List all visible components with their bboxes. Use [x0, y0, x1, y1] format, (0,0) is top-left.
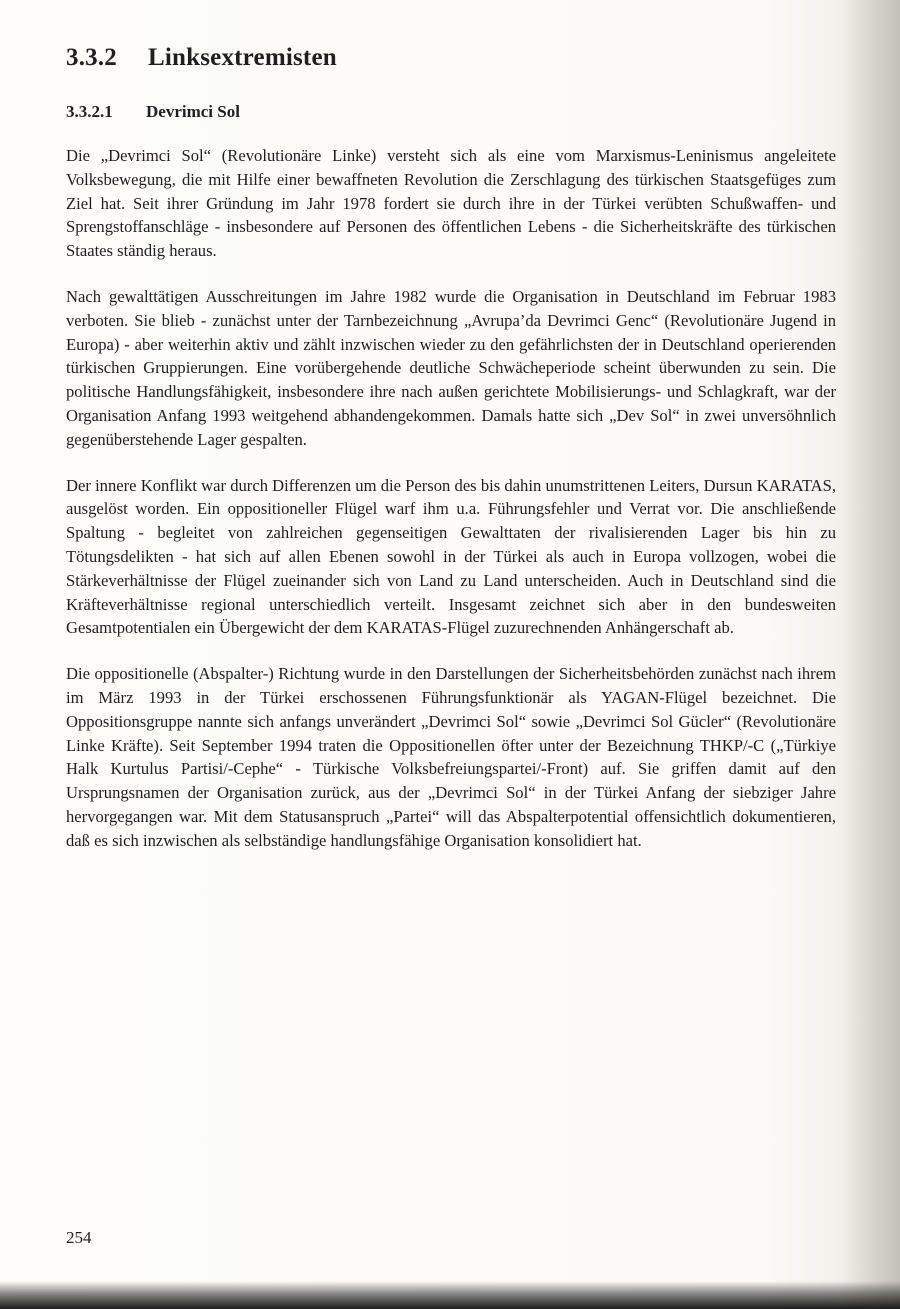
- paragraph-2: Nach gewalttätigen Ausschreitungen im Jahre 1982 wurde die Organisation in Deutschland im Februar 1983 verboten. Sie blieb - zunächst unter der Tarnbezeichnung „Avrupa’da Devrimci Genc“ (Revolutionäre Jugend in Europa) - aber weiterhin aktiv und zählt inzwischen wieder zu den gefährlichsten der in Deutschland operierenden türkischen Gruppierungen. Eine vorübergehende deutliche Schwächeperiode scheint überwunden zu sein. Die politische Handlungsfähigkeit, insbesondere ihre nach außen gerichtete Mobilisierungs- und Schlagkraft, war der Organisation Anfang 1993 weitgehend abhandengekommen. Damals hatte sich „Dev Sol“ in zwei unversöhnlich gegenüberstehende Lager gespalten.: [66, 286, 836, 449]
- section-title: Linksextremisten: [148, 44, 337, 71]
- subsection-heading: [66, 102, 836, 122]
- page-number: 254: [66, 1228, 92, 1247]
- book-spine-shadow: [842, 0, 900, 1309]
- page-content: [66, 44, 836, 875]
- scan-edge-shadow: [0, 1281, 900, 1309]
- subsection-number: 3.3.2.1: [66, 102, 113, 121]
- subsection-title: Devrimci Sol: [146, 102, 240, 121]
- section-heading: [66, 44, 836, 72]
- paragraph-4: Die oppositionelle (Abspalter-) Richtung wurde in den Darstellungen der Sicherheitsbehörden zunächst nach ihrem im März 1993 in der Türkei erschossenen Führungsfunktionär als YAGAN-Flügel bezeichnet. Die Oppositionsgruppe nannte sich anfangs unverändert „Devrimci Sol“ sowie „Devrimci Sol Gücler“ (Revolutionäre Linke Kräfte). Seit September 1994 traten die Oppositionellen öfter unter der Bezeichnung THKP/-C („Türkiye Halk Kurtulus Partisi/-Cephe“ - Türkische Volksbefreiungspartei/-Front) auf. Sie griffen damit auf den Ursprungsnamen der Organisation zurück, aus der „Devrimci Sol“ in der Türkei Anfang der siebziger Jahre hervorgegangen war. Mit dem Statusanspruch „Partei“ will das Abspalterpotential offensichtlich dokumentieren, daß es sich inzwischen als selbständige handlungsfähige Organisation konsolidiert hat.: [66, 664, 836, 850]
- section-number: 3.3.2: [66, 44, 117, 71]
- paragraph-3: Der innere Konflikt war durch Differenzen um die Person des bis dahin unumstrittenen Leiters, Dursun KARATAS, ausgelöst worden. Ein oppositioneller Flügel warf ihm u.a. Führungsfehler und Verrat vor. Die anschließende Spaltung - begleitet von zahlreichen gegenseitigen Gewalttaten der rivalisierenden Lager bis hin zu Tötungsdelikten - hat sich auf allen Ebenen sowohl in der Türkei als auch in Europa vollzogen, wobei die Stärkeverhältnisse der Flügel zueinander sich von Land zu Land unterscheiden. Auch in Deutschland sind die Kräfteverhältnisse regional unterschiedlich verteilt. Insgesamt zeichnet sich aber in den bundesweiten Gesamtpotentialen ein Übergewicht der dem KARATAS-Flügel zuzurechnenden Anhängerschaft ab.: [66, 475, 836, 638]
- paragraph-1: Die „Devrimci Sol“ (Revolutionäre Linke) versteht sich als eine vom Marxismus-Leninismus angeleitete Volksbewegung, die mit Hilfe einer bewaffneten Revolution die Zerschlagung des türkischen Staatsgefüges zum Ziel hat. Seit ihrer Gründung im Jahr 1978 fordert sie durch ihre in der Türkei verübten Schußwaffen- und Sprengstoffanschläge - insbesondere auf Personen des öffentlichen Lebens - die Sicherheitskräfte des türkischen Staates ständig heraus.: [66, 146, 836, 261]
